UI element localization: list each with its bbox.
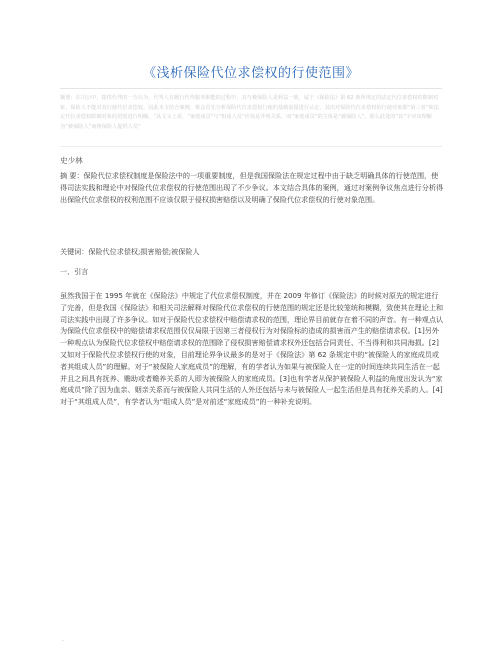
note-divider (60, 146, 442, 147)
intro-paragraph: 虽然我国于在 1995 年就在《保险法》中规定了代位求偿权制度，并在 2009 年修订《保险法》的时候对原先的规定进行了完善，但是我国《保险法》和相关司法解释对保险代位求偿权的行使范围的规定还是比较笼统和模糊，致使其在理论上和司法实践中出现了许多争议。如对于保险代位求偿权中赔偿请求权的范围，理论界目前就存在着不同的声音。有一种观点认为保险代位求偿权中的赔偿请求权范围仅仅局限于因第三者侵权行为对保险标的造成的损害而产生的赔偿请求权。[1]另外一种观点认为保险代位求偿权中赔偿请求权的范围除了侵权损害赔偿请求权外还包括合同责任、不当得利和共同海损。[2]又如对于保险代位求偿权行使的对象，目前理论界争议最多的是对于《保险法》第 62 条规定中的“被保险人的家庭成员或者其组成人员”的理解。对于“被保险人家庭成员”的理解，有的学者认为如果与被保险人在一定的时间连续共同生活在一起并且之间具有抚养、赡助或者赡养关系的人即为被保险人的家庭成员。[3]也有学者从保护被保险人利益的角度出发认为“家庭成员”除了因为血亲、姻亲关系而与被保险人共同生活的人外还包括与未与被保险人一起生活但是具有抚养关系的人。[4]对于“其组成人员”，有学者认为“组成人员”是对前述“家庭成员”的一种补充说明。 (60, 291, 444, 407)
section-heading: 一、引言 (60, 267, 89, 276)
footer-mark: . (62, 636, 64, 643)
keywords-line: 关键词：保险代位求偿权;损害赔偿;被保险人 (60, 247, 200, 256)
author-name: 史少林 (60, 156, 83, 165)
abstract-note: 摘要：在司公中，提供代驾的一方认为，代驾人在履行代驾服务职能的过程中，其与被保险人是利益一致，属于《保险法》第 62 条所规定的法定代位求偿权的限制对象，保险人不能对其行使代位求偿权。因此本文结合案例，将会首先分析保险代位求偿权行使的基础前提进行认定，其次对保险代位求偿权的行使对象即“第三者”和法定代位求偿权限制对象的范围进行明确。“从文义上看，“家庭成员”与“组成人员”应该是并列关系，而“家庭成员”的主体是“被保险人”，那么此处的“其”字应该理解为“被保险人”而将保险人提供人员” (60, 95, 439, 130)
document-title: 《浅析保险代位求偿权的行使范围》 (142, 66, 359, 81)
abstract-paragraph: 摘 要：保险代位求偿权制度是保险法中的一项重要制度，但是我国保险法在规定过程中由于缺乏明确具体的行使范围，使得司法实践和理论中对保险代位求偿权的行使范围出现了不少争议。本文结合具体的案例，通过对案例争议焦点进行分析得出保险代位求偿权的权利范围不应该仅限于侵权损害赔偿以及明确了保险代位求偿权的行使对象范围。 (60, 171, 444, 204)
title-divider (60, 88, 442, 89)
